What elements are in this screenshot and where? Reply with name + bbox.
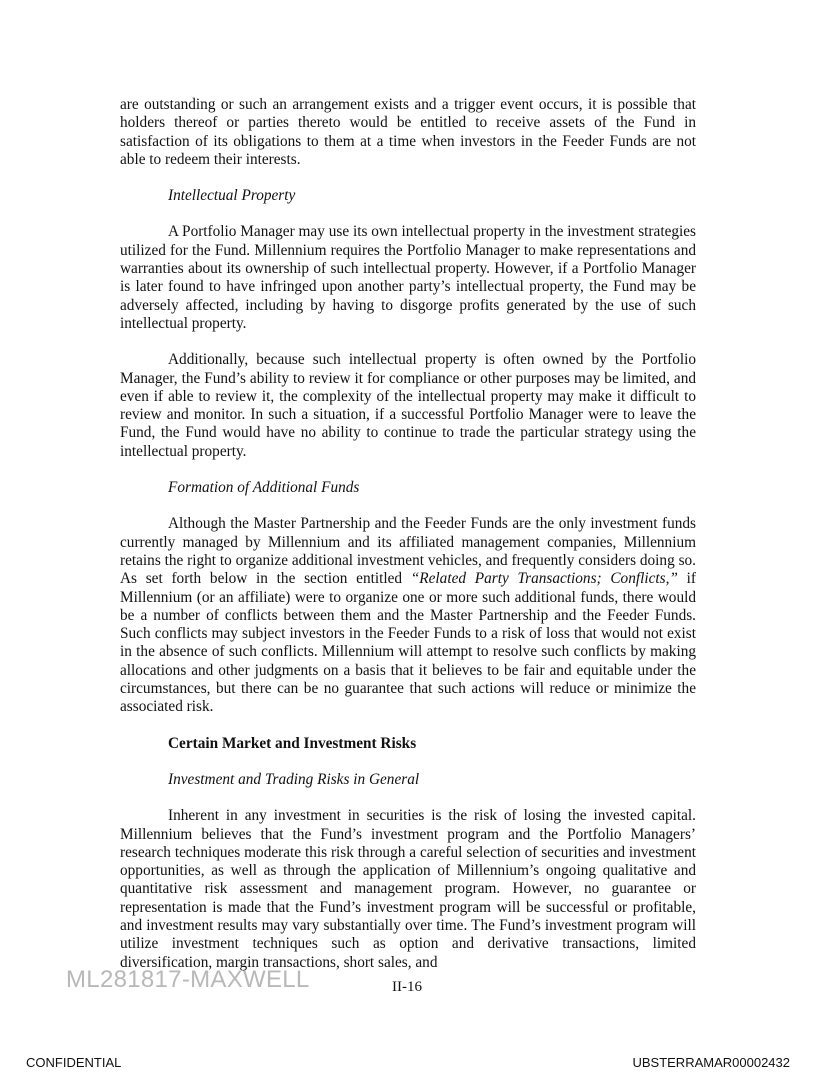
- heading-trading-risks: Investment and Trading Risks in General: [168, 770, 420, 788]
- heading-formation-additional-funds: Formation of Additional Funds: [168, 479, 360, 497]
- page-number: II-16: [392, 979, 422, 995]
- body-text: [120, 96, 696, 990]
- paragraph-ip-1: A Portfolio Manager may use its own intellectual property in the investment strategies utilized for the Fund. Millennium requires the Portfolio Manager to make representations and warranties about its ownership of such intellectual property. However, if a Portfolio Manager is later found to have infringed upon another party’s intellectual property, the Fund may be adversely affected, including by having to disgorge profits generated by the use of such intellectual property.: [120, 223, 696, 332]
- paragraph-ip-2: Additionally, because such intellectual property is often owned by the Portfolio Manager, the Fund’s ability to review it for compliance or other purposes may be limited, and even if able to review it, the complexity of the intellectual property may make it difficult to review and monitor. In such a situation, if a successful Portfolio Manager were to leave the Fund, the Fund would have no ability to continue to trade the particular strategy using the intellectual property.: [120, 351, 696, 460]
- footer-bates-number: UBSTERRAMAR00002432: [632, 1055, 790, 1070]
- heading-market-risks: Certain Market and Investment Risks: [168, 734, 417, 752]
- heading-intellectual-property: Intellectual Property: [168, 187, 296, 205]
- section-reference: “Related Party Transactions; Conflicts,”: [410, 570, 678, 588]
- watermark-stamp: ML281817-MAXWELL: [66, 966, 310, 993]
- paragraph-formation: [120, 515, 696, 716]
- paragraph-formation-part2: if Millennium (or an affiliate) were to organize one or more such additional funds, there would be a number of conflicts between them and the Master Partnership and the Feeder Funds. Such conflicts may subject investors in the Feeder Funds to a risk of loss that would not exist in the absence of such conflicts. Millennium will attempt to resolve such conflicts by making allocations and other judgments on a basis that it believes to be fair and equitable under the circumstances, but there can be no guarantee that such actions will reduce or minimize the associated risk.: [120, 570, 697, 716]
- paragraph-formation-part1: Although the Master Partnership and the Feeder Funds are the only investment funds currently managed by Millennium and its affiliated management companies, Millennium retains the right to organize additional investment vehicles, and frequently considers doing so. As set forth below in the section entitled: [120, 515, 696, 588]
- paragraph-continuation: are outstanding or such an arrangement exists and a trigger event occurs, it is possible that holders thereof or parties thereto would be entitled to receive assets of the Fund in satisfaction of its obligations to them at a time when investors in the Feeder Funds are not able to redeem their interests.: [120, 96, 696, 168]
- paragraph-trading-risks: Inherent in any investment in securities is the risk of losing the invested capital. Millennium believes that the Fund’s investment program and the Portfolio Managers’ research techniques moderate this risk through a careful selection of securities and investment opportunities, as well as through the application of Millennium’s ongoing qualitative and quantitative risk assessment and management program. However, no guarantee or representation is made that the Fund’s investment program will be successful or profitable, and investment results may vary substantially over time. The Fund’s investment program will utilize investment techniques such as option and derivative transactions, limited diversification, margin transactions, short sales, and: [120, 807, 696, 971]
- footer-confidential-label: CONFIDENTIAL: [26, 1055, 122, 1070]
